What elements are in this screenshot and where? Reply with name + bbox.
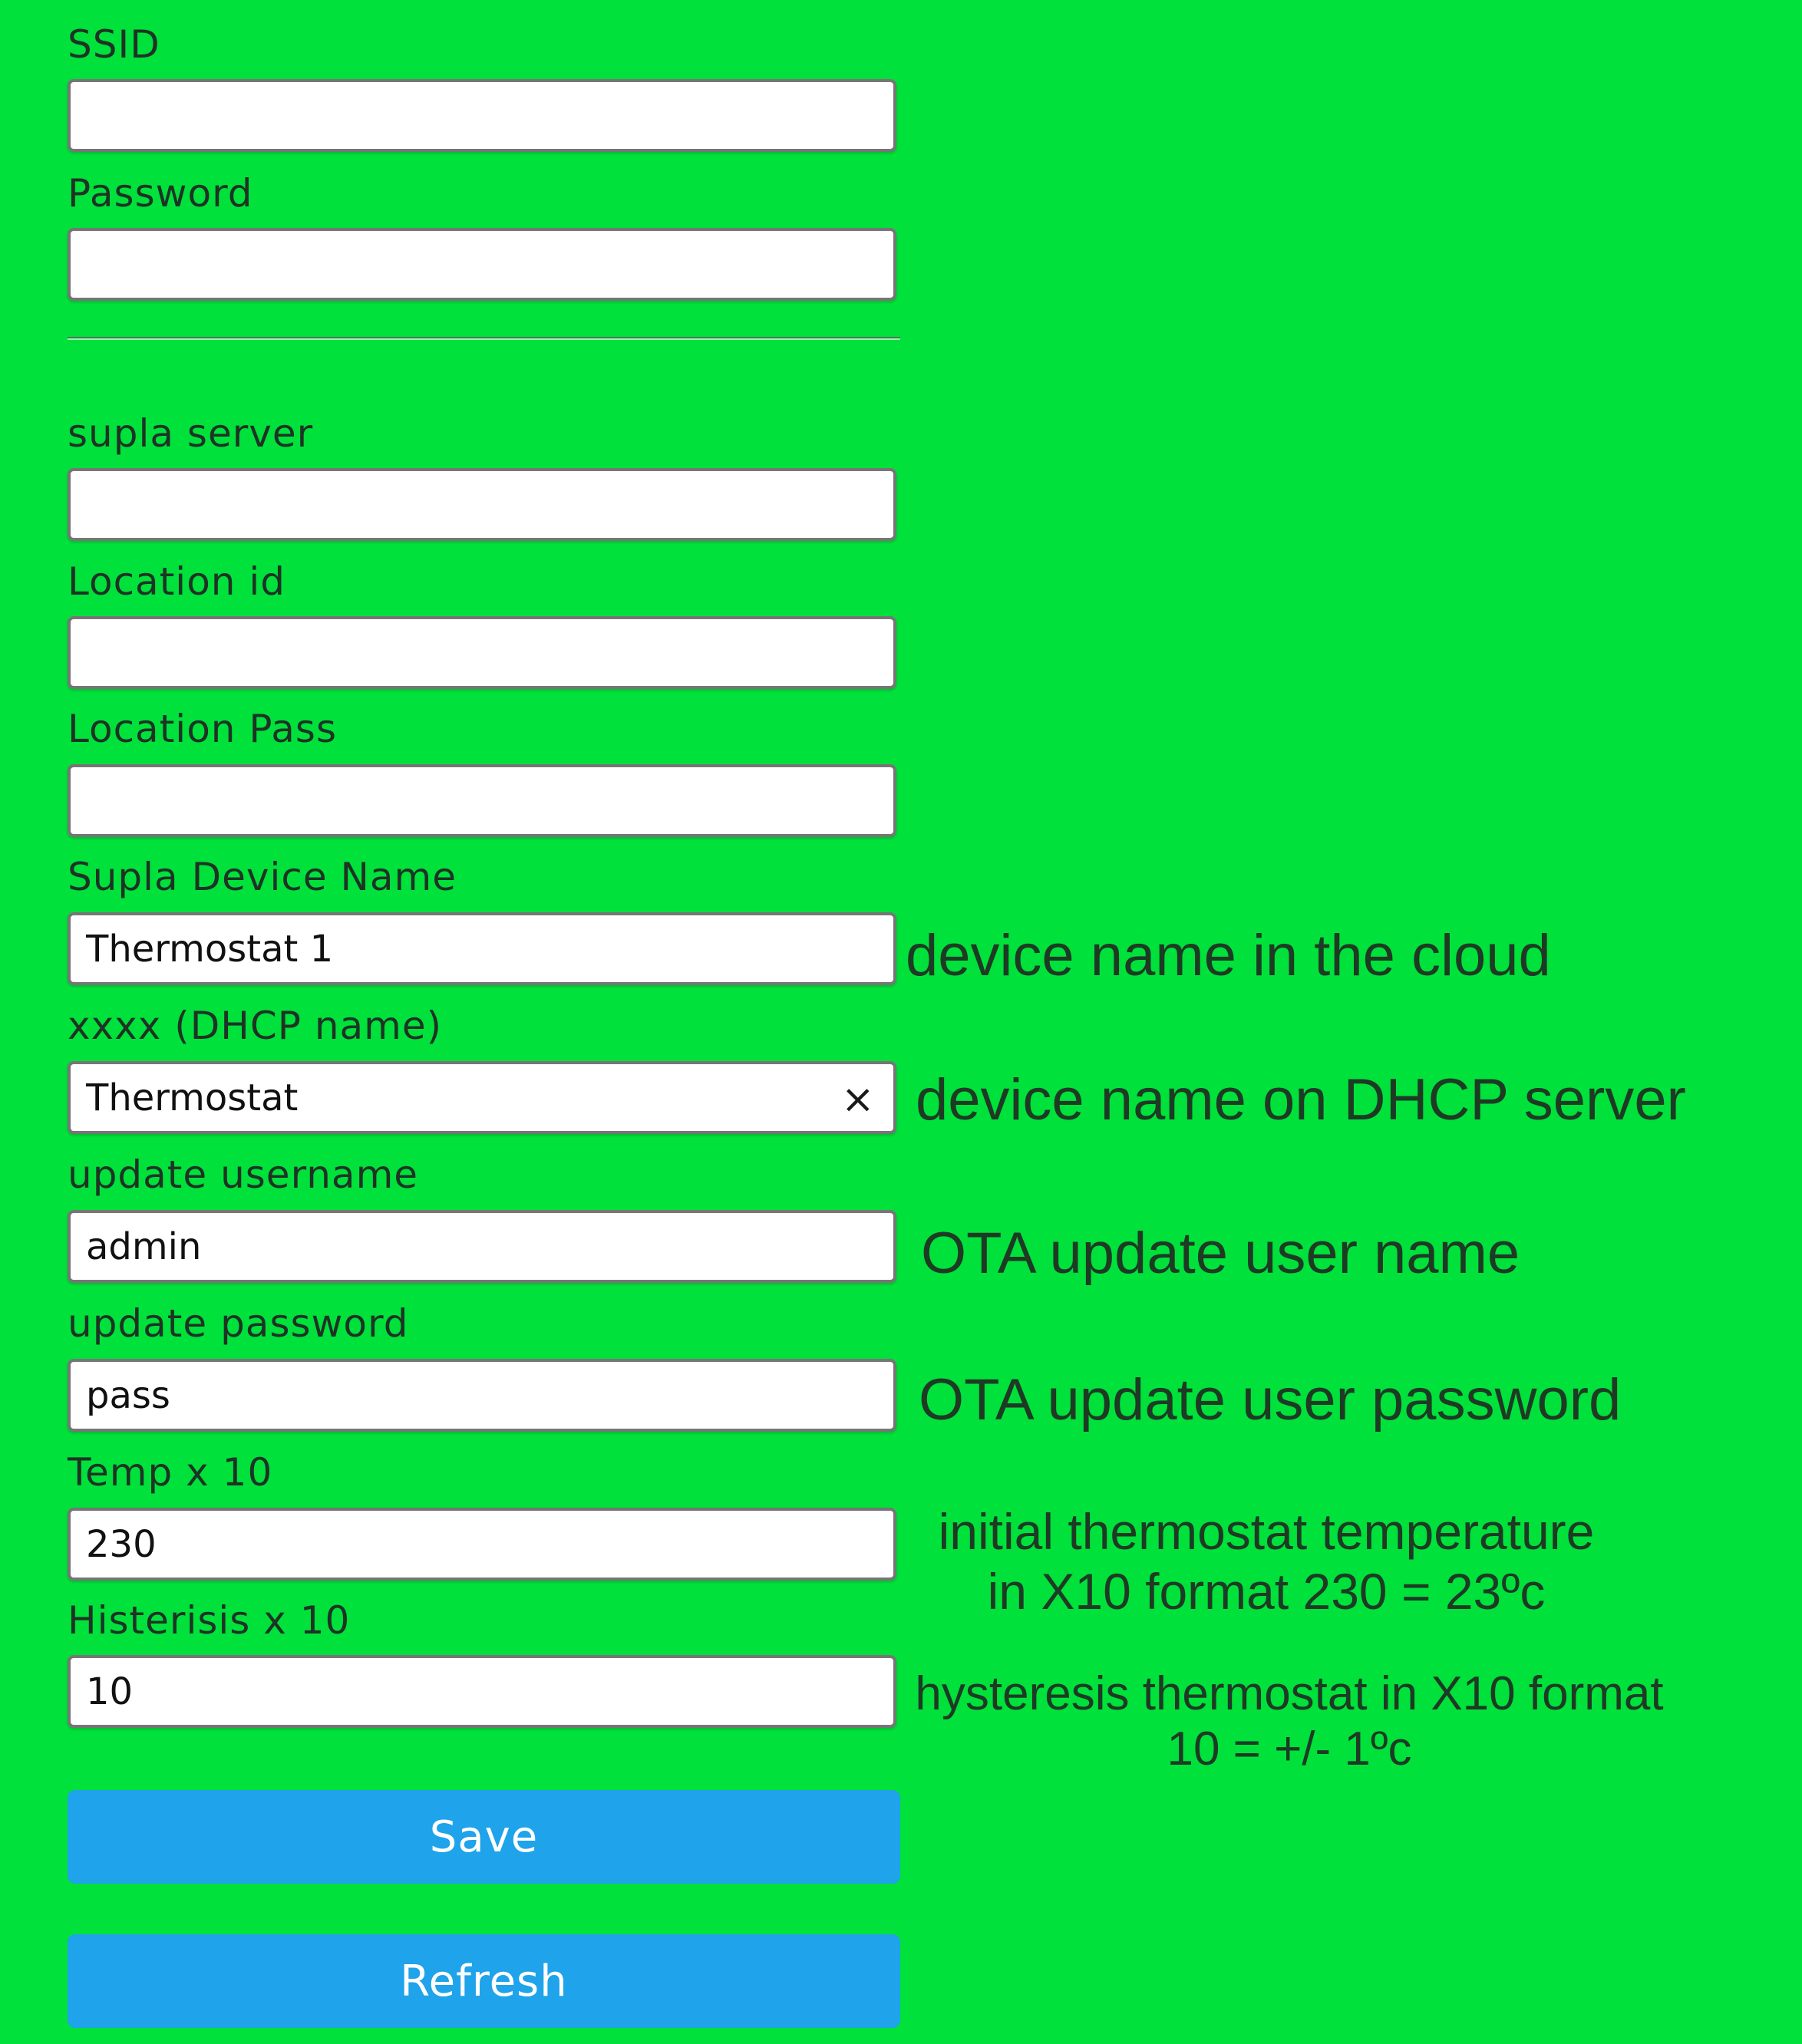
dhcp-name-label: xxxx (DHCP name) (68, 1004, 443, 1048)
ota-user-note: OTA update user name (921, 1221, 1520, 1286)
dhcp-name-note: device name on DHCP server (916, 1067, 1686, 1132)
temp-input[interactable] (68, 1508, 896, 1581)
device-name-note: device name in the cloud (906, 923, 1551, 988)
hysteresis-note (906, 1667, 1673, 1777)
save-button[interactable]: Save (68, 1790, 900, 1884)
update-password-input[interactable] (68, 1359, 896, 1432)
ota-password-note: OTA update user password (919, 1367, 1622, 1432)
update-username-input[interactable] (68, 1210, 896, 1283)
hysteresis-note-line2: 10 = +/- 1ºc (1167, 1723, 1412, 1775)
supla-server-input[interactable] (68, 468, 896, 541)
location-pass-input[interactable] (68, 764, 896, 837)
temp-note-line1: initial thermostat temperature (938, 1503, 1595, 1560)
location-id-input[interactable] (68, 616, 896, 689)
section-divider (68, 337, 900, 340)
location-id-label: Location id (68, 559, 285, 604)
update-password-label: update password (68, 1301, 409, 1346)
password-label: Password (68, 171, 253, 216)
hysteresis-label: Histerisis x 10 (68, 1598, 351, 1643)
ssid-input[interactable] (68, 79, 896, 152)
hysteresis-input[interactable] (68, 1655, 896, 1728)
hysteresis-note-line1: hysteresis thermostat in X10 format (915, 1667, 1664, 1720)
password-input[interactable] (68, 228, 896, 301)
refresh-button[interactable]: Refresh (68, 1934, 900, 2028)
temp-note-line2: in X10 format 230 = 23ºc (987, 1563, 1546, 1620)
temp-label: Temp x 10 (68, 1450, 273, 1495)
temp-note (913, 1502, 1619, 1621)
device-name-label: Supla Device Name (68, 855, 457, 899)
dhcp-name-input[interactable] (68, 1061, 896, 1134)
location-pass-label: Location Pass (68, 707, 338, 751)
update-username-label: update username (68, 1152, 419, 1197)
clear-icon[interactable]: × (841, 1076, 875, 1123)
device-name-input[interactable] (68, 912, 896, 985)
ssid-label: SSID (68, 22, 160, 67)
supla-server-label: supla server (68, 411, 314, 456)
